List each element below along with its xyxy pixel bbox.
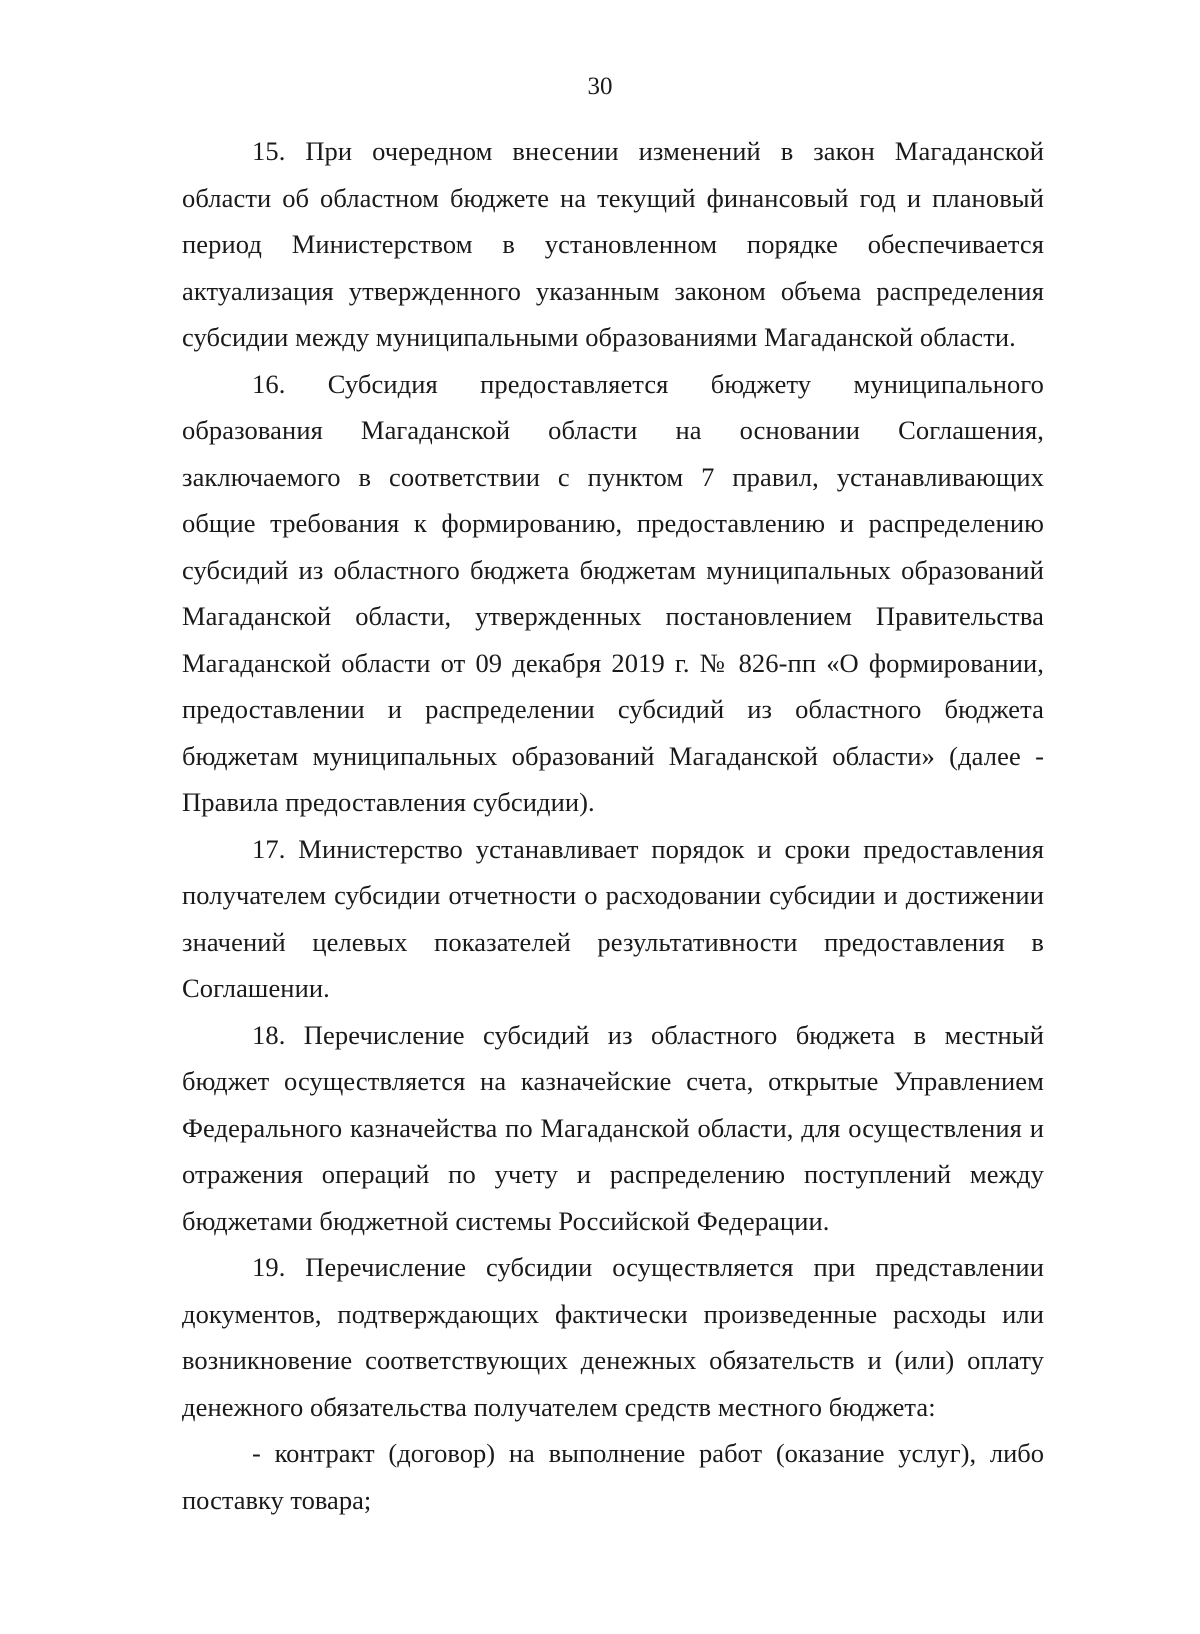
paragraph-17: 17. Министерство устанавливает порядок и сроки предоставления получателем субсидии отчетности о расходовании субсидии и достижении значений целевых показателей результативности предоставления в Соглашении. (182, 833, 1044, 1003)
paragraph-15: 15. При очередном внесении изменений в закон Магаданской области об областном бюджете на текущий финансовый год и плановый период Министерством в установленном порядке обеспечивается актуализация утвержденного указанным законом объема распределения субсидии между муниципальными образованиями Магаданской области. (182, 136, 1044, 352)
paragraph-18: 18. Перечисление субсидий из областного бюджета в местный бюджет осуществляется на казначейские счета, открытые Управлением Федерального казначейства по Магаданской области, для осуществления и отражения операций по учету и распределению поступлений между бюджетами бюджетной системы Российской Федерации. (182, 1019, 1044, 1236)
list-item-contract: - контракт (договор) на выполнение работ (оказание услуг), либо поставку товара; (182, 1438, 1044, 1515)
paragraph-16: 16. Субсидия предоставляется бюджету муниципального образования Магаданской области на основании Соглашения, заключаемого в соответствии с пунктом 7 правил, устанавливающих общие требования к формированию, предоставлению и распределению субсидий из областного бюджета бюджетам муниципальных образований Магаданской области, утвержденных постановлением Правительства Магаданской области от 09 декабря 2019 г. № 826-пп «О формировании, предоставлении и распределении субсидий из областного бюджета бюджетам муниципальных образований Магаданской области» (далее - Правила предоставления субсидии). (182, 368, 1044, 817)
document-body (182, 128, 1044, 1523)
paragraph-19: 19. Перечисление субсидии осуществляется при представлении документов, подтверждающих фактически произведенные расходы или возникновение соответствующих денежных обязательств и (или) оплату денежного обязательства получателем средств местного бюджета: (182, 1252, 1044, 1422)
page-number: 30 (587, 73, 613, 100)
